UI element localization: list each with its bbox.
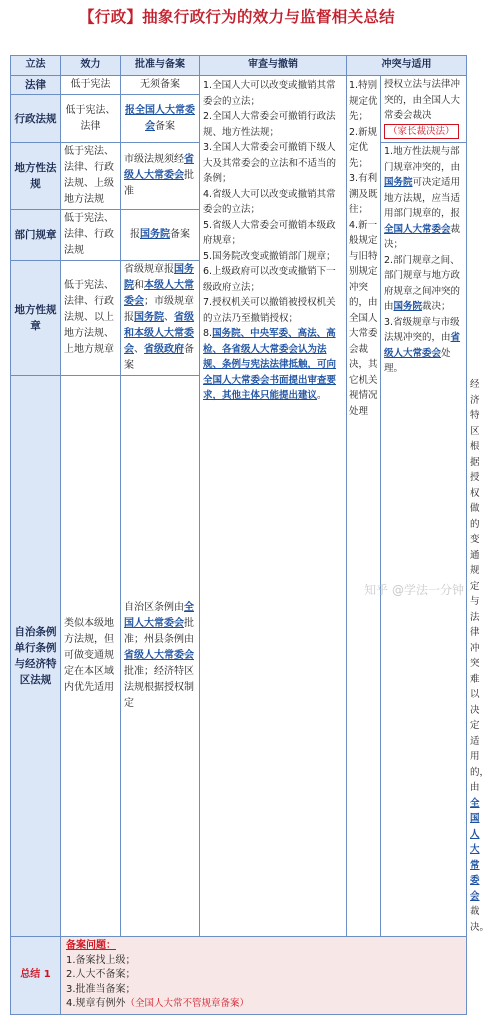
review-item: 7.授权机关可以撤销被授权机关的立法乃至撤销授权； (203, 297, 336, 324)
summary-item: 2.人大不备案； (66, 969, 136, 980)
row-label: 行政法规 (11, 95, 61, 143)
review-highlight: 国务院、中央军委、高法、高检、各省级人大常委会认为法规、条例与宪法法律抵触，可向全国人大常委会书面提出审查要求，其他主体只能提出建议 (203, 328, 337, 401)
effect-cell: 类似本级地方法规，但可做变通规定在本区域内优先适用 (61, 376, 121, 937)
table-row: 自治条例单行条例与经济特区法规 类似本级地方法规，但可做变通规定在本区域内优先适用 自治区条例由全国人大常委会批准；州县条例由省级人大常委会批准；经济特区法规根据授权制定 经济特区根据授权做的变通规定与法律冲突难以决定适用的，由全国人大常委会裁决。 (11, 376, 467, 937)
row-label: 自治条例单行条例与经济特区法规 (11, 376, 61, 937)
review-item: 1.全国人大可以改变或撤销其常委会的立法； (203, 80, 336, 107)
summary-table (10, 55, 489, 1015)
table-header-row (11, 56, 467, 76)
review-item: 5.省级人大常委会可撤销本级政府规章； (203, 219, 336, 246)
summary-item: 1.备案找上级； (66, 954, 136, 966)
watermark: 知乎 @学法一分钟 (364, 583, 464, 597)
row-label: 地方性法规 (11, 143, 61, 210)
summary-row (11, 937, 467, 1015)
header-cell: 立法 (11, 56, 61, 76)
review-item-8: 8.国务院、中央军委、高法、高检、各省级人大常委会认为法规、条例与宪法法律抵触，可向全国人大常委会书面提出审查要求，其他主体只能提出建议。 (203, 328, 337, 401)
review-item: 4.省级人大可以改变或撤销其常委会的立法； (203, 188, 336, 215)
approval-cell: 报国务院备案 (121, 210, 200, 261)
summary-note: （全国人大常不管规章备案） (125, 998, 250, 1009)
summary-item: 4.规章有例外（全国人大常不管规章备案） (66, 998, 250, 1009)
summary-label: 总结 1 (11, 937, 61, 1015)
conflict-local-cell: 1.地方性法规与部门规章冲突的，由国务院可决定适用地方法规，应当适用部门规章的，报全国人大常委会裁决； 2.部门规章之间、部门规章与地方政府规章之间冲突的由国务院裁决； 3.省级规章与市级法规冲突的，由省级人大常委会处理。 (381, 143, 467, 937)
header-cell: 冲突与适用 (347, 56, 467, 76)
approval-cell: 市级法规须经省级人大常委会批准 (121, 143, 200, 210)
effect-cell: 低于宪法 (61, 76, 121, 95)
summary-cell (61, 937, 467, 1015)
review-item: 2.全国人大常委会可撤销行政法规、地方性法规； (203, 111, 336, 138)
note-badge: （家长裁决法） (384, 124, 459, 139)
effect-cell: 低于宪法、法律、行政法规 (61, 210, 121, 261)
approval-cell: 省级规章报国务院和本级人大常委会；市级规章报国务院、省级和本级人大常委会、省级政府备案 (121, 261, 200, 376)
conflict-rules-cell: 1.特别规定优先； 2.新规定优先； 3.有利溯及既往； 4.新一般规定与旧特别规定冲突的，由全国人大常委会裁决，其它机关视情况处理 (347, 76, 381, 937)
header-cell: 批准与备案 (121, 56, 200, 76)
row-label: 法律 (11, 76, 61, 95)
effect-cell: 低于宪法、法律 (61, 95, 121, 143)
approval-cell: 无须备案 (121, 76, 200, 95)
effect-cell: 低于宪法、法律、行政法规、上级地方法规 (61, 143, 121, 210)
conflict-authorized-cell: 授权立法与法律冲突的，由全国人大常委会裁决 （家长裁决法） (381, 76, 467, 143)
table-row (11, 76, 467, 95)
document-title: 【行政】抽象行政行为的效力与监督相关总结 (78, 8, 395, 26)
review-cell (200, 76, 347, 937)
approval-cell: 报全国人大常委会备案 (121, 95, 200, 143)
header-cell: 效力 (61, 56, 121, 76)
row-label: 部门规章 (11, 210, 61, 261)
review-item: 5.国务院改变或撤销部门规章； (203, 250, 336, 262)
effect-cell: 低于宪法、法律、行政法规、以上地方法规、上地方规章 (61, 261, 121, 376)
header-cell: 审查与撤销 (200, 56, 347, 76)
review-item: 3.全国人大常委会可撤销下级人大及其常委会的立法和不适当的条例； (203, 142, 337, 184)
approval-cell: 自治区条例由全国人大常委会批准；州县条例由省级人大常委会批准；经济特区法规根据授权制定 (121, 376, 200, 937)
review-item: 6.上级政府可以改变或撤销下一级政府立法； (203, 266, 336, 293)
summary-heading: 备案问题： (66, 940, 116, 951)
summary-item: 3.批准当备案； (66, 983, 136, 995)
row-label: 地方性规章 (11, 261, 61, 376)
